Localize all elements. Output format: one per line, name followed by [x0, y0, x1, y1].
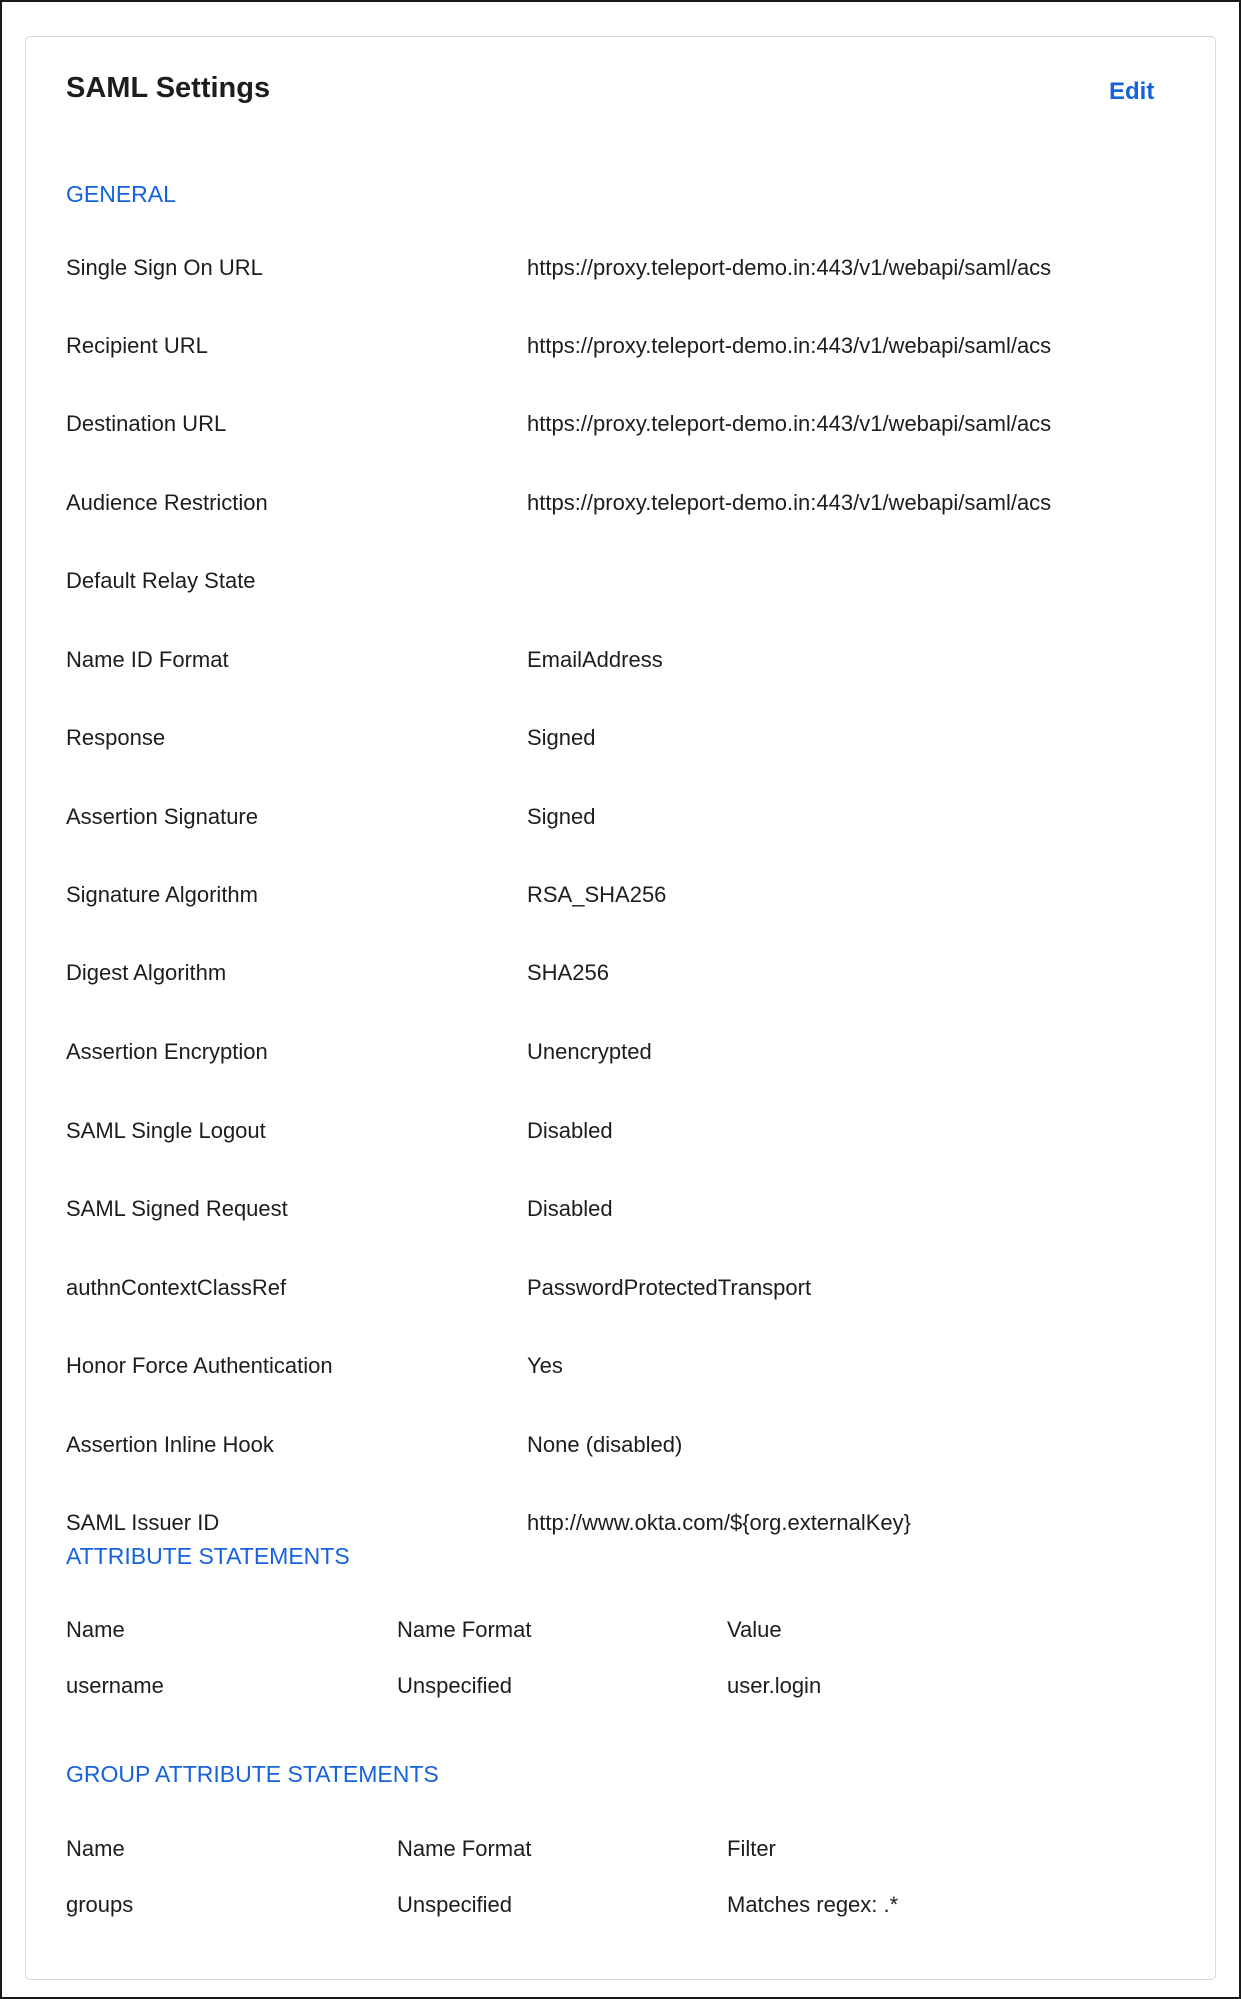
section-heading-attribute-statements: ATTRIBUTE STATEMENTS [66, 1543, 350, 1569]
setting-row-saml-issuer-id [66, 1508, 1146, 1538]
setting-row-assertion-encryption [66, 1037, 1146, 1067]
setting-label: Digest Algorithm [66, 960, 227, 985]
setting-label: SAML Single Logout [66, 1118, 266, 1143]
setting-row-authn-context-class-ref [66, 1273, 1146, 1303]
setting-label: Assertion Inline Hook [66, 1432, 274, 1457]
setting-value: PasswordProtectedTransport [527, 1275, 812, 1300]
cell-filter: Matches regex: .* [727, 1892, 899, 1917]
setting-value: http://www.okta.com/${org.externalKey} [527, 1510, 911, 1535]
cell-name: username [66, 1673, 164, 1698]
setting-label: Name ID Format [66, 647, 229, 672]
setting-value: Signed [527, 725, 596, 750]
panel-title: SAML Settings [66, 72, 271, 104]
group-attribute-statements-header [66, 1834, 1146, 1864]
setting-value: Signed [527, 804, 596, 829]
setting-label: Response [66, 725, 166, 750]
column-header-value: Value [727, 1617, 782, 1642]
setting-row-signature-algorithm [66, 880, 1146, 910]
setting-label: Audience Restriction [66, 490, 268, 515]
table-row [66, 1671, 1146, 1701]
setting-label: Destination URL [66, 411, 227, 436]
setting-value: None (disabled) [527, 1432, 683, 1457]
cell-name: groups [66, 1892, 134, 1917]
attribute-statements-header [66, 1615, 1146, 1645]
column-header-name-format: Name Format [397, 1836, 532, 1861]
column-header-name-format: Name Format [397, 1617, 532, 1642]
setting-value: https://proxy.teleport-demo.in:443/v1/webapi/saml/acs [527, 490, 1052, 515]
setting-row-default-relay-state [66, 566, 1146, 596]
setting-value: Unencrypted [527, 1039, 652, 1064]
setting-label: Honor Force Authentication [66, 1353, 333, 1378]
setting-row-audience-restriction [66, 488, 1146, 518]
setting-label: Assertion Signature [66, 804, 258, 829]
setting-value: https://proxy.teleport-demo.in:443/v1/webapi/saml/acs [527, 255, 1052, 280]
setting-value: Yes [527, 1353, 563, 1378]
setting-label: Recipient URL [66, 333, 208, 358]
edit-link[interactable]: Edit [1109, 78, 1155, 105]
setting-row-saml-signed-request [66, 1194, 1146, 1224]
column-header-name: Name [66, 1617, 125, 1642]
setting-value: Disabled [527, 1196, 613, 1221]
setting-row-single-sign-on-url [66, 253, 1146, 283]
setting-row-digest-algorithm [66, 958, 1146, 988]
section-heading-general: GENERAL [66, 181, 176, 207]
column-header-name: Name [66, 1836, 125, 1861]
setting-row-assertion-inline-hook [66, 1430, 1146, 1460]
setting-value: RSA_SHA256 [527, 882, 667, 907]
table-row [66, 1890, 1146, 1920]
setting-row-honor-force-authentication [66, 1351, 1146, 1381]
setting-row-destination-url [66, 409, 1146, 439]
setting-row-saml-single-logout [66, 1116, 1146, 1146]
setting-row-response [66, 723, 1146, 753]
section-heading-group-attribute-statements: GROUP ATTRIBUTE STATEMENTS [66, 1761, 439, 1787]
setting-row-name-id-format [66, 645, 1146, 675]
setting-label: Signature Algorithm [66, 882, 258, 907]
column-header-filter: Filter [727, 1836, 776, 1861]
setting-value: SHA256 [527, 960, 609, 985]
cell-value: user.login [727, 1673, 822, 1698]
setting-label: SAML Issuer ID [66, 1510, 220, 1535]
cell-name-format: Unspecified [397, 1892, 512, 1917]
setting-value: https://proxy.teleport-demo.in:443/v1/webapi/saml/acs [527, 411, 1052, 436]
setting-value: https://proxy.teleport-demo.in:443/v1/webapi/saml/acs [527, 333, 1052, 358]
setting-value: Disabled [527, 1118, 613, 1143]
setting-label: Assertion Encryption [66, 1039, 268, 1064]
setting-row-assertion-signature [66, 802, 1146, 832]
setting-label: SAML Signed Request [66, 1196, 288, 1221]
setting-value: EmailAddress [527, 647, 663, 672]
setting-label: Single Sign On URL [66, 255, 263, 280]
cell-name-format: Unspecified [397, 1673, 512, 1698]
setting-label: Default Relay State [66, 568, 256, 593]
setting-row-recipient-url [66, 331, 1146, 361]
setting-label: authnContextClassRef [66, 1275, 287, 1300]
